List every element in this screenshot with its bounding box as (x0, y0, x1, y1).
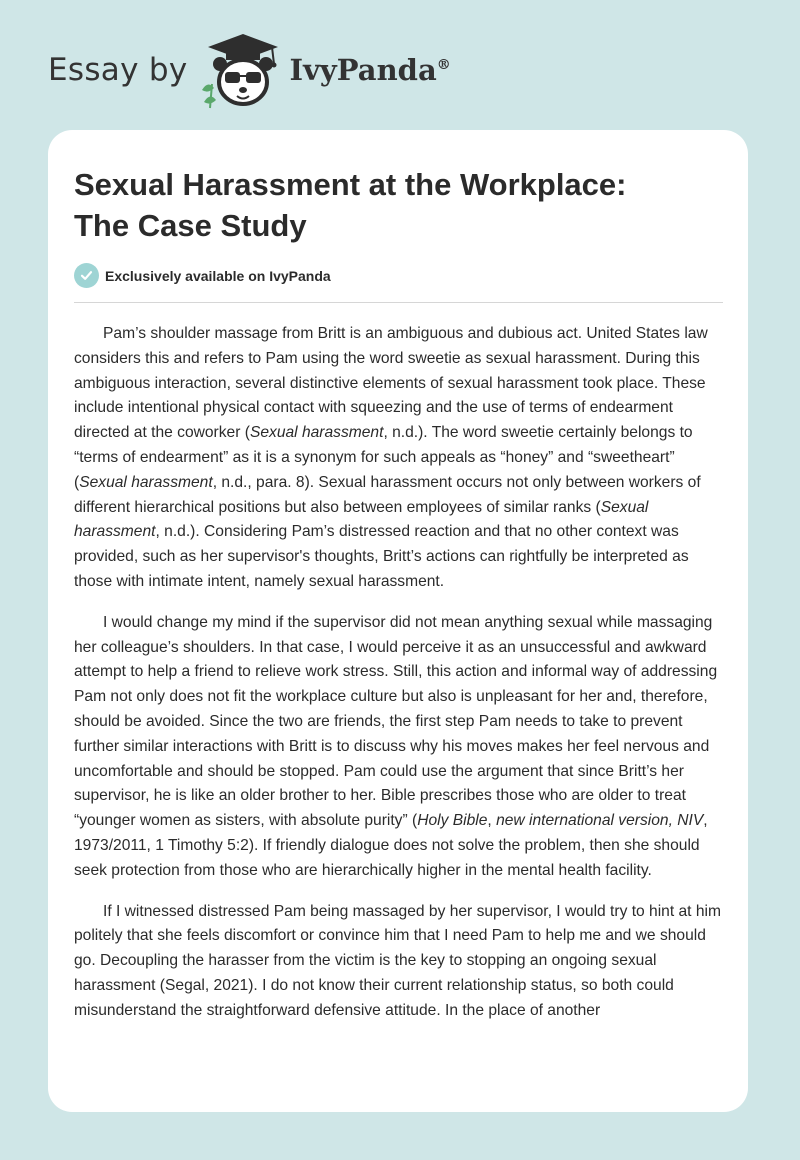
citation-italic: new international version, NIV (496, 812, 704, 830)
essay-paragraph (74, 900, 723, 1024)
essay-paragraph (74, 611, 723, 884)
paragraph-text: , 1973/2011, 1 Timothy 5:2). If friendly dialogue does not solve the problem, then she should seek protection from those who are hierarchically higher in the mental health facility. (74, 812, 708, 879)
paragraph-text: , n.d.). The word sweetie certainly belongs to “terms of endearment” as it is a synonym for such appeals as “honey” and “sweetheart” ( (74, 424, 693, 491)
essay-paragraph (74, 322, 723, 595)
citation-italic: Sexual harassment (79, 473, 213, 491)
registered-mark: ® (436, 57, 451, 73)
paragraph-text: , (487, 812, 497, 830)
essay-body (74, 322, 723, 1040)
exclusive-badge-text: Exclusively available on IvyPanda (105, 267, 331, 284)
citation-italic: Sexual harassment (74, 498, 649, 541)
paragraph-text: , n.d., para. 8). Sexual harassment occurs not only between workers of different hierarchical positions but also between employees of similar ranks ( (74, 473, 701, 516)
brand-prefix: Essay by (48, 52, 188, 88)
essay-title-line-1: Sexual Harassment at the Workplace: (74, 167, 627, 202)
brand-name: IvyPanda® (289, 53, 451, 87)
site-header (48, 30, 608, 110)
paragraph-text: Pam’s shoulder massage from Britt is an ambiguous and dubious act. United States law considers this and refers to Pam using the word sweetie as sexual harassment. During this ambiguous interaction, several distinctive elements of sexual harassment took place. These include intentional physical contact with squeezing and the use of terms of endearment directed at the coworker ( (74, 325, 708, 442)
paragraph-text: I would change my mind if the supervisor did not mean anything sexual while massaging her colleague’s shoulders. In that case, I would perceive it as an unsuccessful and awkward attempt to help a friend to relieve work stress. Still, this action and informal way of addressing Pam not only does not fit the workplace culture but also is unpleasant for her and, therefore, should be avoided. Since the two are friends, the first step Pam needs to take to prevent further similar interactions with Britt is to discuss why his moves makes her feel nervous and uncomfortable and should be stopped. Pam could use the argument that since Britt’s her supervisor, he is like an older brother to her. Bible prescribes those who are older to treat “younger women as sisters, with absolute purity” ( (74, 613, 718, 830)
panda-graduate-logo-icon[interactable] (198, 30, 288, 110)
check-icon (74, 263, 99, 288)
citation-italic: Sexual harassment (249, 424, 384, 442)
essay-title-line-2: The Case Study (74, 208, 307, 243)
exclusive-badge (74, 263, 331, 288)
paragraph-text: If I witnessed distressed Pam being massaged by her supervisor, I would try to hint at him politely that she feels discomfort or convince him that I need Pam to help me and we should go. Decoupling the harasser from the victim is the key to stopping an ongoing sexual harassment (Segal, 2021). I do not know their current relationship status, so both could misunderstand the straightforward defensive attitude. In the place of another (74, 902, 721, 1019)
citation-italic: Holy Bible (417, 812, 488, 830)
essay-card (48, 130, 748, 1112)
paragraph-text: , n.d.). Considering Pam’s distressed reaction and that no other context was provided, such as her supervisor's thoughts, Britt’s actions can rightfully be interpreted as those with intimate intent, namely sexual harassment. (74, 523, 689, 590)
essay-title (74, 164, 724, 246)
divider (74, 302, 723, 303)
